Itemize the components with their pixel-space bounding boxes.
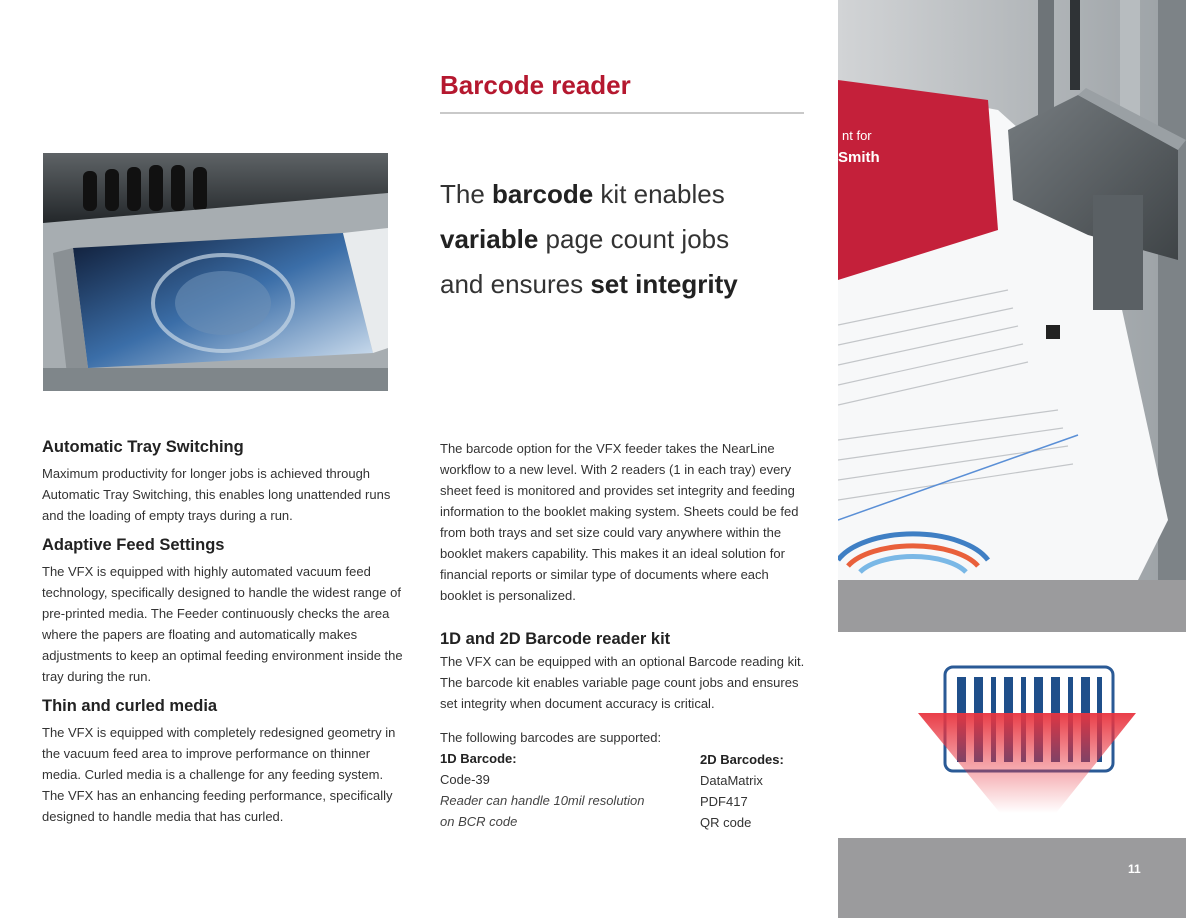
barcode-reader-photo: [838, 0, 1186, 580]
barcode-2d-heading: 2D Barcodes:: [700, 752, 784, 767]
tagline-bold: set integrity: [590, 269, 738, 299]
tagline-text: The: [440, 179, 493, 209]
tray-switching-body: Maximum productivity for longer jobs is achieved through Automatic Tray Switching, this enables long unattended runs and the loading of empty trays during a run.: [42, 466, 391, 523]
barcode-icon: [900, 655, 1150, 815]
sheet-header-text: nt for: [842, 128, 872, 143]
sheet-name-text: Smith: [838, 149, 880, 166]
reader-over-sheet-illustration: [838, 0, 1186, 580]
grey-band: [838, 580, 1186, 632]
supported-barcodes: [440, 727, 806, 833]
barcode-2d-item: QR code: [700, 815, 752, 830]
title-divider: [440, 112, 804, 114]
feeder-tray-photo: [43, 153, 388, 391]
supported-barcodes-intro: The following barcodes are supported:: [440, 730, 662, 745]
tagline-text: and ensures: [440, 269, 591, 299]
adaptive-feed-body: The VFX is equipped with highly automated vacuum feed technology, specifically designed to handle the widest range of pre-printed media. The Feeder continuously checks the area where the papers are floating and automatically makes adjustments to keep an optimal feeding environment inside the tray during the run.: [42, 564, 403, 684]
barcode-2d-item: PDF417: [700, 794, 748, 809]
footer-band: [838, 838, 1186, 918]
feeder-tray-illustration: [43, 153, 388, 391]
tagline-bold: variable: [440, 224, 539, 254]
tray-switching-heading: Automatic Tray Switching: [42, 438, 244, 456]
reader-kit-heading: 1D and 2D Barcode reader kit: [440, 630, 671, 648]
adaptive-feed-heading: Adaptive Feed Settings: [42, 536, 225, 554]
barcode-intro-paragraph: The barcode option for the VFX feeder takes the NearLine workflow to a new level. With 2 readers (1 in each tray) every sheet feed is monitored and provides set integrity and feeding information to the booklet making system. Sheets could be fed from both trays and set size could vary anywhere within the booklet makers capability. This makes it an ideal solution for financial reports or similar type of documents where each booklet is personalized.: [440, 441, 799, 603]
barcode-1d-note: Reader can handle 10mil resolution: [440, 793, 645, 808]
barcode-1d-item: Code-39: [440, 772, 490, 787]
page-title: Barcode reader: [440, 70, 631, 100]
barcode-scan-graphic: [900, 655, 1150, 815]
tagline: [440, 172, 820, 307]
barcode-1d-heading: 1D Barcode:: [440, 751, 517, 766]
barcode-2d-item: DataMatrix: [700, 773, 763, 788]
barcode-description-column: [440, 438, 806, 738]
thin-media-body: The VFX is equipped with completely redesigned geometry in the vacuum feed area to improve performance on thinner media. Curled media is a challenge for any feeding system. The VFX has an enhancing feeding performance, specifically designed to handle media that has curled.: [42, 725, 396, 824]
features-column: [42, 438, 407, 837]
barcode-1d-note: on BCR code: [440, 814, 518, 829]
thin-media-heading: Thin and curled media: [42, 697, 218, 715]
reader-kit-body: The VFX can be equipped with an optional Barcode reading kit. The barcode kit enables variable page count jobs and ensures set integrity when document accuracy is critical.: [440, 654, 805, 711]
page-number: 11: [1128, 862, 1141, 876]
barcode-1d-list: [440, 748, 700, 833]
tagline-text: kit enables: [593, 179, 725, 209]
barcode-2d-list: [700, 748, 806, 833]
tagline-text: page count jobs: [538, 224, 730, 254]
tagline-bold: barcode: [492, 179, 594, 209]
